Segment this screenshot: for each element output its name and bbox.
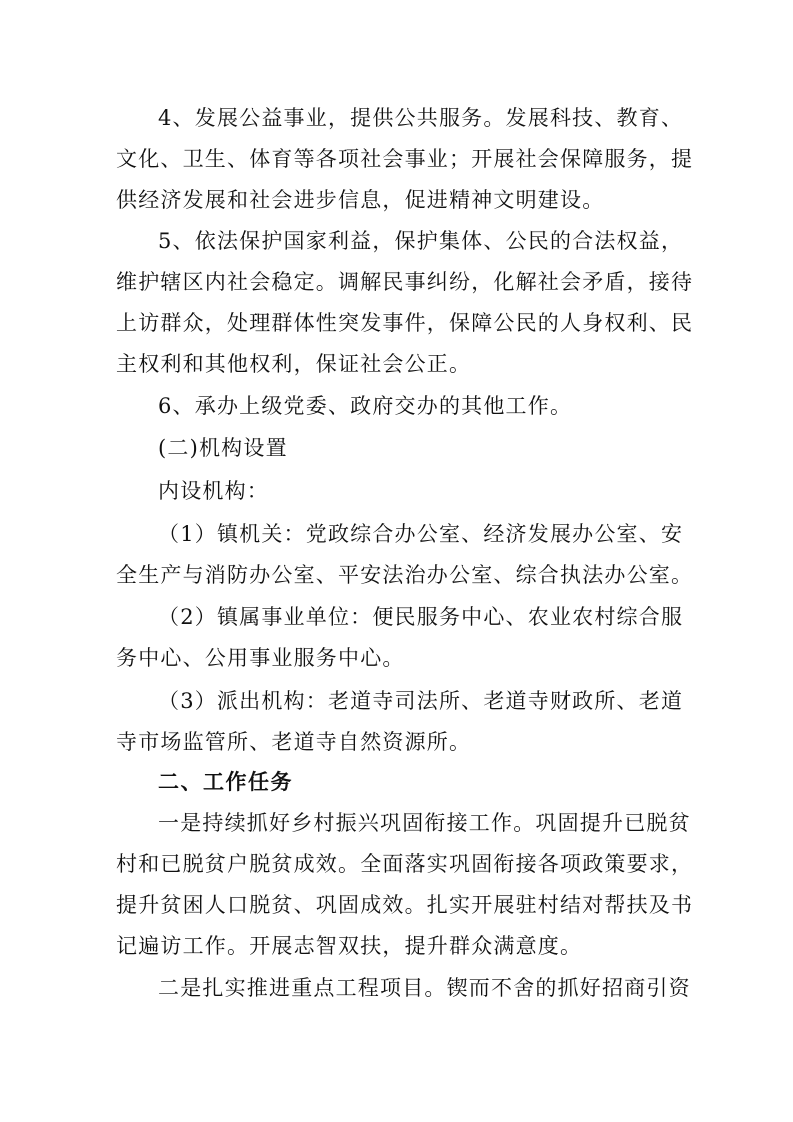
paragraph-line: 二是扎实推进重点工程项目。锲而不舍的抓好招商引资 bbox=[158, 976, 691, 1000]
paragraph-line: 主权利和其他权利，保证社会公正。 bbox=[116, 352, 472, 376]
section-heading: 二、工作任务 bbox=[158, 770, 293, 794]
paragraph-line: 4、发展公益事业，提供公共服务。发展科技、教育、 bbox=[158, 106, 684, 130]
paragraph-line: （3）派出机构：老道寺司法所、老道寺财政所、老道 bbox=[158, 689, 684, 713]
paragraph-line: 务中心、公用事业服务中心。 bbox=[116, 646, 405, 670]
paragraph-line: 村和已脱贫户脱贫成效。全面落实巩固衔接各项政策要求， bbox=[116, 852, 694, 876]
paragraph-line: 维护辖区内社会稳定。调解民事纠纷，化解社会矛盾，接待 bbox=[116, 270, 694, 294]
paragraph-line: （1）镇机关：党政综合办公室、经济发展办公室、安 bbox=[158, 522, 684, 546]
paragraph-line: 内设机构： bbox=[158, 479, 269, 503]
section-subheading: (二)机构设置 bbox=[158, 436, 288, 460]
paragraph-line: 6、承办上级党委、政府交办的其他工作。 bbox=[158, 394, 573, 418]
paragraph-line: 记遍访工作。开展志智双扶，提升群众满意度。 bbox=[116, 934, 583, 958]
paragraph-line: 文化、卫生、体育等各项社会事业；开展社会保障服务，提 bbox=[116, 147, 694, 171]
paragraph-line: 供经济发展和社会进步信息，促进精神文明建设。 bbox=[116, 188, 605, 212]
paragraph-line: 5、依法保护国家利益，保护集体、公民的合法权益， bbox=[158, 229, 684, 253]
paragraph-line: （2）镇属事业单位：便民服务中心、农业农村综合服 bbox=[158, 605, 684, 629]
paragraph-line: 上访群众，处理群体性突发事件，保障公民的人身权利、民 bbox=[116, 311, 694, 335]
paragraph-line: 寺市场监管所、老道寺自然资源所。 bbox=[116, 730, 472, 754]
paragraph-line: 一是持续抓好乡村振兴巩固衔接工作。巩固提升已脱贫 bbox=[158, 811, 691, 835]
paragraph-line: 全生产与消防办公室、平安法治办公室、综合执法办公室。 bbox=[116, 563, 694, 587]
paragraph-line: 提升贫困人口脱贫、巩固成效。扎实开展驻村结对帮扶及书 bbox=[116, 893, 694, 917]
